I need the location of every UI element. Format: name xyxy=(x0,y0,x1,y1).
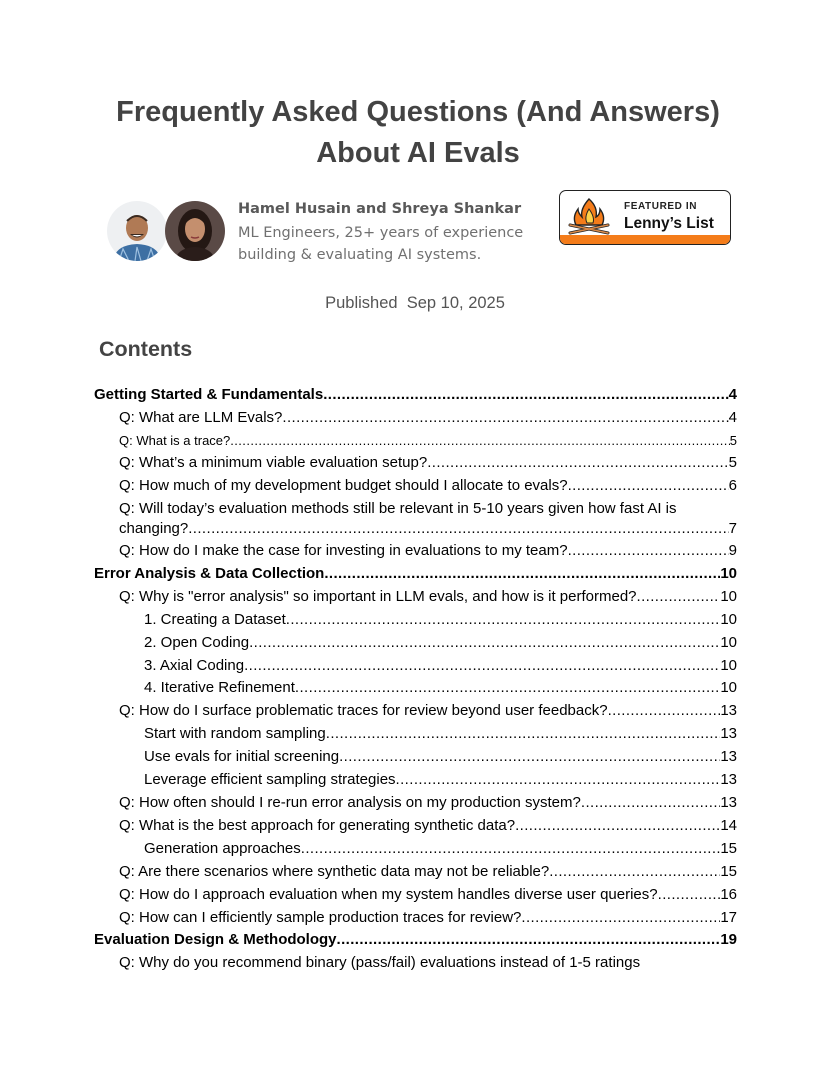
contents-heading: Contents xyxy=(99,337,193,361)
published-date: Published Sep 10, 2025 xyxy=(325,294,505,312)
toc-section-evaluation-design[interactable]: Evaluation Design & Methodology ..... 19 xyxy=(94,930,737,950)
badge-accent-bar xyxy=(560,235,730,244)
toc-subentry[interactable]: 1. Creating a Dataset ..... 10 xyxy=(144,610,737,630)
toc-subentry[interactable]: Use evals for initial screening ..... 13 xyxy=(144,747,737,767)
toc-entry-wrapped-line[interactable]: Q: Why do you recommend binary (pass/fail) evaluations instead of 1-5 ratings xyxy=(119,954,641,971)
author-names: Hamel Husain and Shreya Shankar xyxy=(238,201,522,217)
toc-subentry[interactable]: Generation approaches ..... 15 xyxy=(144,839,737,859)
author-desc-line-1: ML Engineers, 25+ years of experience xyxy=(238,225,524,241)
toc-section-getting-started[interactable]: Getting Started & Fundamentals ..... 4 xyxy=(94,385,737,405)
toc-entry[interactable]: Q: What is a trace? ..... 5 xyxy=(119,431,737,451)
toc-entry[interactable]: Q: Why is "error analysis" so important in LLM evals, and how is it performed? ..... 10 xyxy=(119,587,737,607)
toc-entry[interactable]: changing? ..... 7 xyxy=(119,519,737,539)
toc-entry[interactable]: Q: How can I efficiently sample production traces for review? ..... 17 xyxy=(119,908,737,928)
title-line-2: About AI Evals xyxy=(316,137,520,169)
toc-subentry[interactable]: Start with random sampling ..... 13 xyxy=(144,724,737,744)
avatar-shreya xyxy=(165,201,225,261)
toc-entry[interactable]: Q: Are there scenarios where synthetic data may not be reliable? ..... 15 xyxy=(119,862,737,882)
toc-subentry[interactable]: 3. Axial Coding ..... 10 xyxy=(144,656,737,676)
title-line-1: Frequently Asked Questions (And Answers) xyxy=(116,96,720,128)
toc-entry[interactable]: Q: What is the best approach for generating synthetic data? ..... 14 xyxy=(119,816,737,836)
badge-featured-in: FEATURED IN xyxy=(624,201,698,212)
toc-entry-wrapped-line[interactable]: Q: Will today’s evaluation methods still be relevant in 5-10 years given how fast AI is xyxy=(119,500,677,517)
author-desc-line-2: building & evaluating AI systems. xyxy=(238,247,482,263)
toc-entry[interactable]: Q: How often should I re-run error analysis on my production system? ..... 13 xyxy=(119,793,737,813)
toc-section-error-analysis[interactable]: Error Analysis & Data Collection ..... 10 xyxy=(94,564,737,584)
toc-entry[interactable]: Q: How do I surface problematic traces for review beyond user feedback? ..... 13 xyxy=(119,701,737,721)
toc-entry[interactable]: Q: How much of my development budget should I allocate to evals? ..... 6 xyxy=(119,476,737,496)
toc-entry[interactable]: Q: What are LLM Evals? ..... 4 xyxy=(119,408,737,428)
toc-entry[interactable]: Q: What’s a minimum viable evaluation setup? ..... 5 xyxy=(119,453,737,473)
featured-badge xyxy=(559,190,731,245)
avatar-hamel xyxy=(107,201,167,261)
toc-entry[interactable]: Q: How do I make the case for investing in evaluations to my team? ..... 9 xyxy=(119,541,737,561)
badge-lennys-list: Lenny’s List xyxy=(624,215,714,232)
toc-subentry[interactable]: Leverage efficient sampling strategies ..... 13 xyxy=(144,770,737,790)
document-title xyxy=(0,92,827,174)
toc-subentry[interactable]: 4. Iterative Refinement ..... 10 xyxy=(144,678,737,698)
toc-subentry[interactable]: 2. Open Coding ..... 10 xyxy=(144,633,737,653)
toc-entry[interactable]: Q: How do I approach evaluation when my system handles diverse user queries? ..... 16 xyxy=(119,885,737,905)
author-description xyxy=(238,222,538,266)
